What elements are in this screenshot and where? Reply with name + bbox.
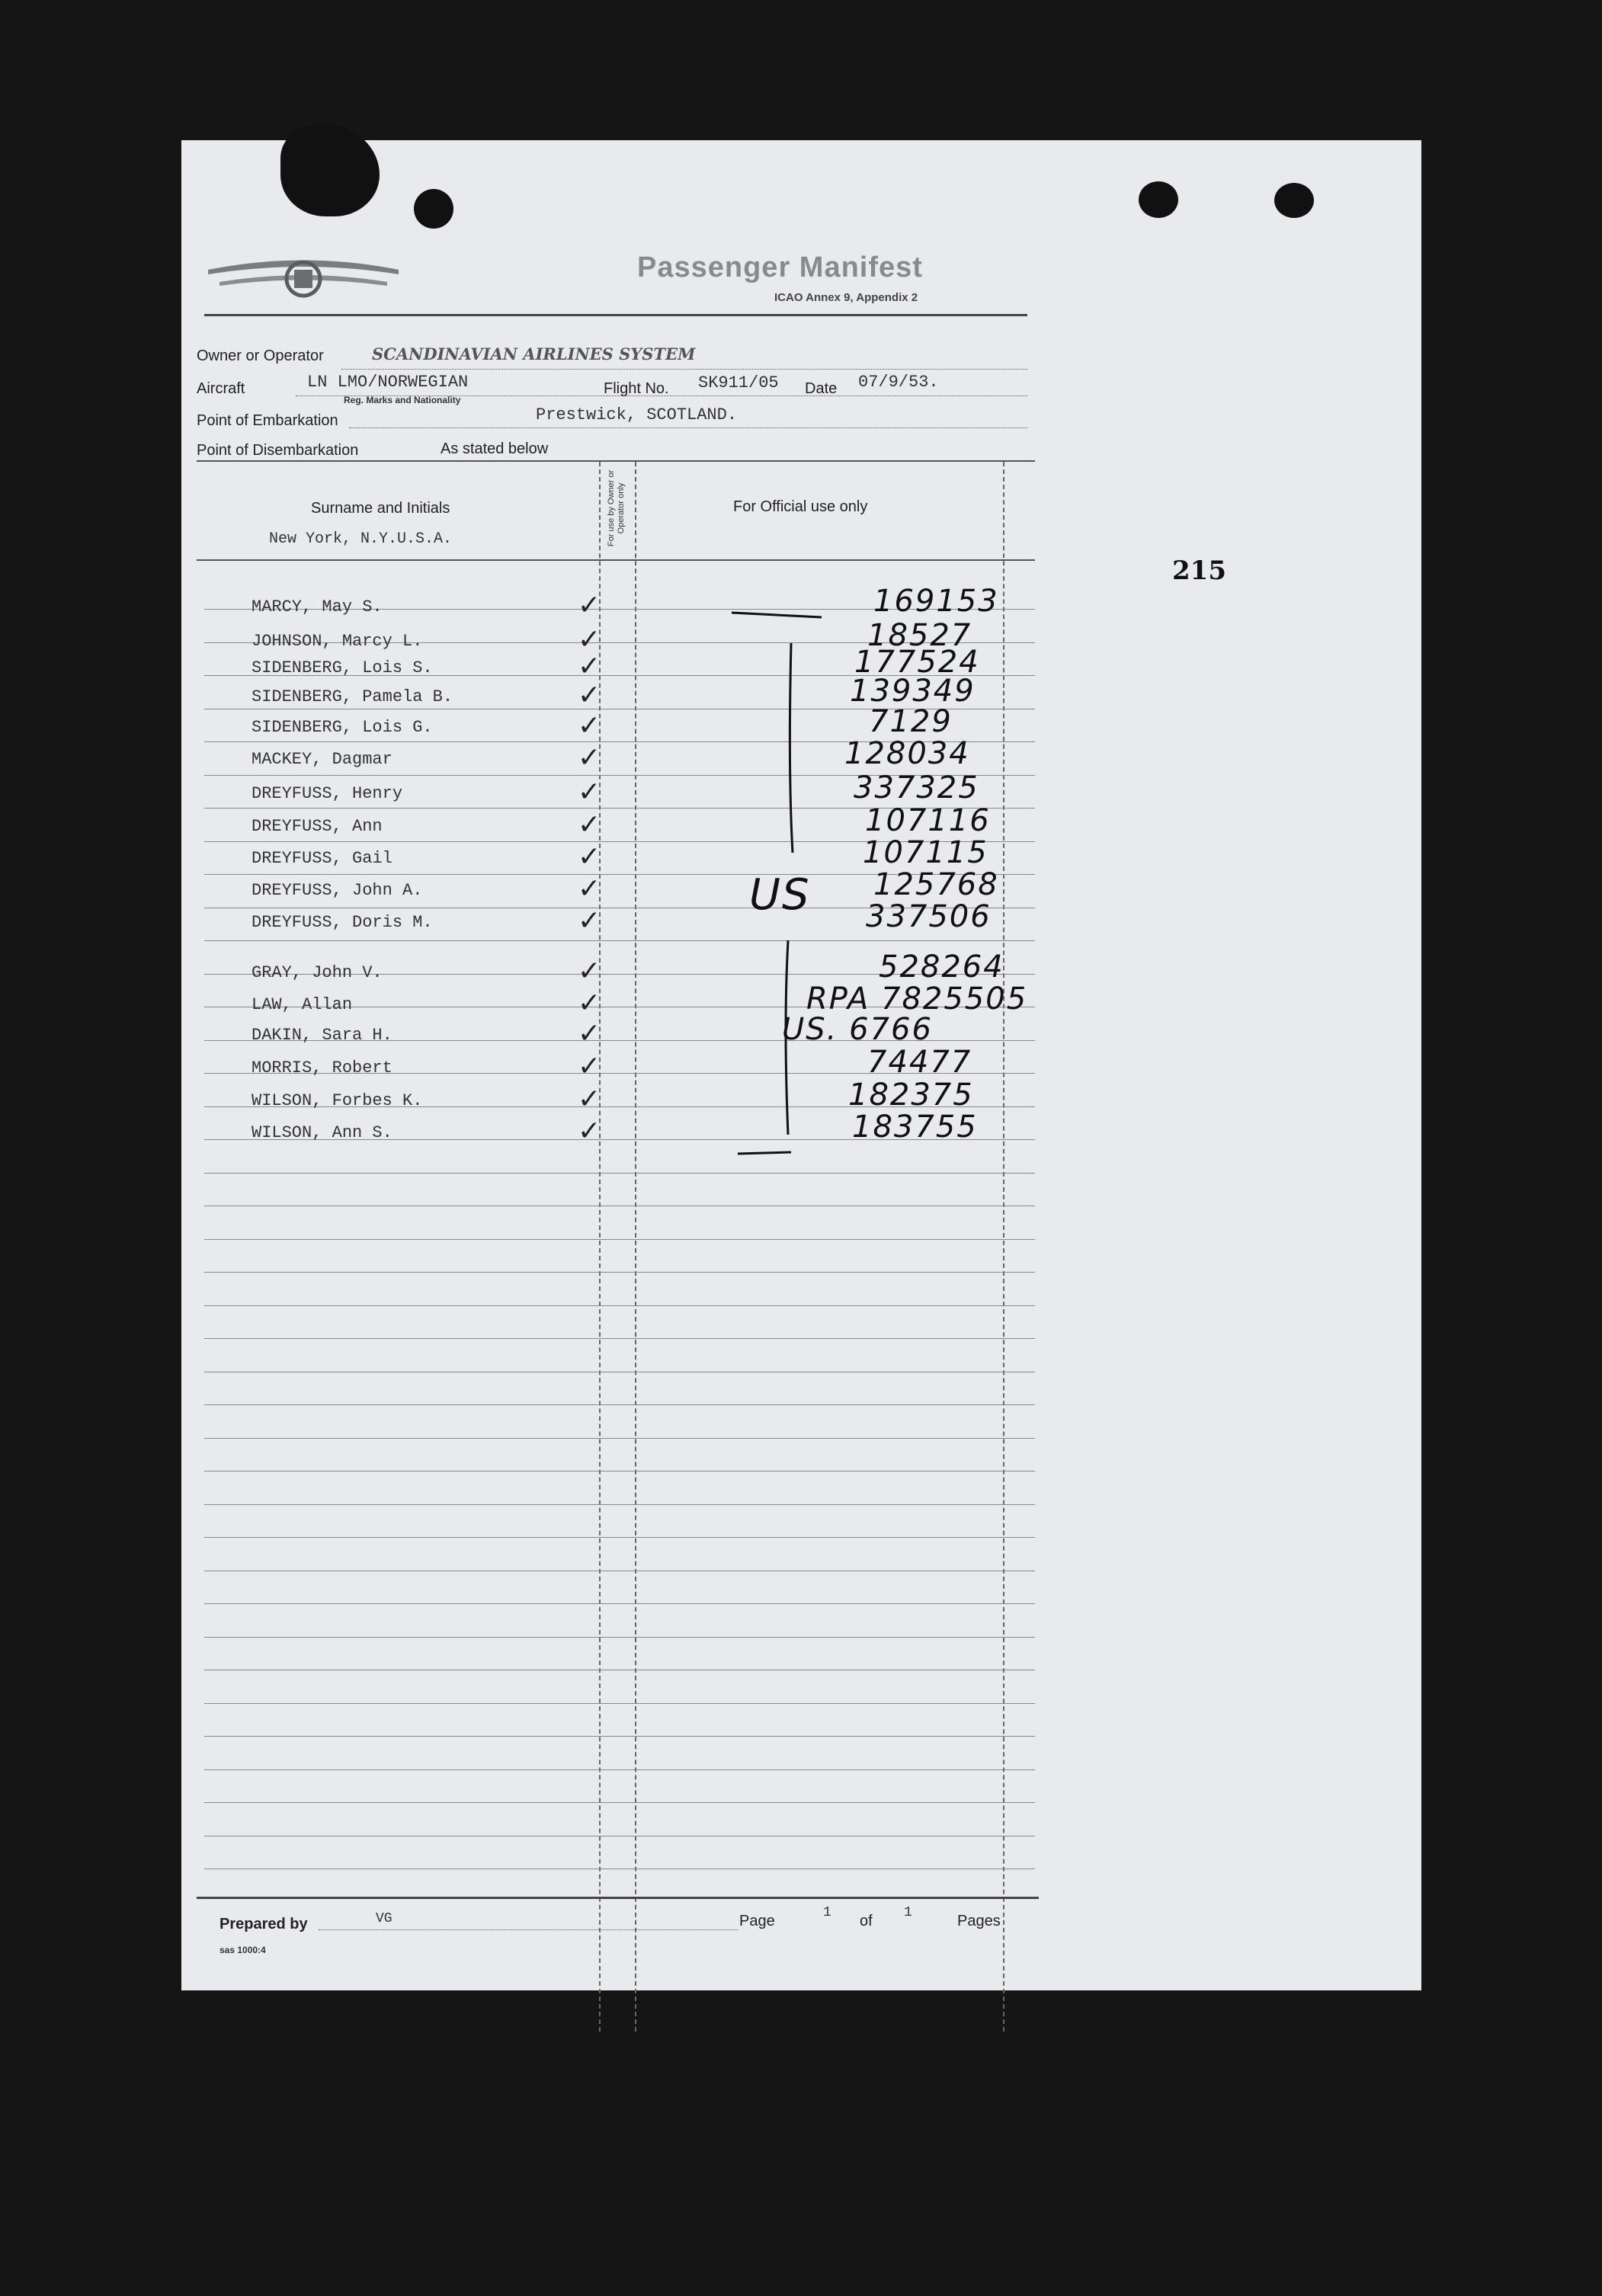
flight-value: SK911/05 xyxy=(698,373,779,392)
row-rule xyxy=(204,1438,1035,1439)
page-stamp-number: 215 xyxy=(1172,556,1226,586)
disembarkation-label: Point of Disembarkation xyxy=(197,442,359,459)
flight-label: Flight No. xyxy=(604,380,669,397)
passport-number: 125768 xyxy=(873,867,999,902)
check-mark-icon: ✓ xyxy=(578,680,601,711)
passenger-name: WILSON, Ann S. xyxy=(252,1123,392,1142)
passenger-name: SIDENBERG, Pamela B. xyxy=(252,687,453,706)
row-rule xyxy=(204,1272,1035,1273)
title-rule xyxy=(204,314,1027,316)
embarkation-label: Point of Embarkation xyxy=(197,412,338,429)
column-divider-2 xyxy=(635,462,636,2032)
passenger-name: LAW, Allan xyxy=(252,995,353,1014)
row-rule xyxy=(204,1305,1035,1306)
passenger-name: DAKIN, Sara H. xyxy=(252,1026,392,1045)
passport-number: 107115 xyxy=(863,835,988,870)
owner-rule xyxy=(341,369,1027,370)
row-rule xyxy=(204,1703,1035,1704)
passport-number: 74477 xyxy=(867,1045,972,1080)
passport-number: 337506 xyxy=(866,899,992,934)
punch-hole-left xyxy=(414,189,453,229)
aircraft-label: Aircraft xyxy=(197,380,245,397)
row-rule xyxy=(204,1173,1035,1174)
aircraft-value: LN LMO/NORWEGIAN xyxy=(307,373,469,392)
date-label: Date xyxy=(805,380,838,397)
owner-label: Owner or Operator xyxy=(197,347,324,364)
of-label: of xyxy=(860,1913,873,1929)
passport-number: 107116 xyxy=(865,803,991,838)
passport-number: 128034 xyxy=(844,736,970,771)
column-header-rule xyxy=(197,559,1035,561)
passenger-name: DREYFUSS, Ann xyxy=(252,817,383,836)
row-rule xyxy=(204,1736,1035,1737)
passenger-name: WILSON, Forbes K. xyxy=(252,1091,423,1110)
prepared-label: Prepared by xyxy=(219,1916,308,1933)
passenger-name: DREYFUSS, John A. xyxy=(252,881,423,900)
prepared-value: VG xyxy=(376,1911,392,1926)
passport-number: 169153 xyxy=(873,584,999,619)
punch-hole-right-2 xyxy=(1274,183,1314,218)
passport-number: 528264 xyxy=(879,949,1004,985)
check-mark-icon: ✓ xyxy=(578,841,601,873)
passenger-name: JOHNSON, Marcy L. xyxy=(252,632,423,651)
check-mark-icon: ✓ xyxy=(578,873,601,905)
handwritten-us: US xyxy=(749,870,811,920)
row-rule xyxy=(204,1404,1035,1405)
row-rule xyxy=(204,1537,1035,1538)
owner-value: SCANDINAVIAN AIRLINES SYSTEM xyxy=(372,344,696,363)
check-mark-icon: ✓ xyxy=(578,1051,601,1082)
official-column-header: For Official use only xyxy=(733,498,868,515)
check-mark-icon: ✓ xyxy=(578,956,601,987)
footer-rule xyxy=(197,1897,1039,1899)
row-rule xyxy=(204,1504,1035,1505)
check-mark-icon: ✓ xyxy=(578,742,601,773)
owner-use-column-header: For use by Owner or Operator only xyxy=(607,469,626,547)
form-code: sas 1000:4 xyxy=(219,1945,266,1955)
row-rule xyxy=(204,1338,1035,1339)
airline-logo xyxy=(204,247,402,308)
prepared-rule xyxy=(319,1929,738,1930)
passenger-name: DREYFUSS, Doris M. xyxy=(252,913,433,932)
check-mark-icon: ✓ xyxy=(578,1084,601,1115)
row-rule xyxy=(204,1239,1035,1240)
manifest-subtitle: ICAO Annex 9, Appendix 2 xyxy=(774,291,918,304)
passport-number: 337325 xyxy=(854,770,979,805)
page-label: Page xyxy=(739,1913,775,1929)
disembarkation-value: As stated below xyxy=(441,440,549,457)
check-mark-icon: ✓ xyxy=(578,905,601,937)
row-rule xyxy=(204,1769,1035,1770)
passenger-name: SIDENBERG, Lois G. xyxy=(252,718,433,737)
date-value: 07/9/53. xyxy=(858,373,939,392)
passenger-name: MACKEY, Dagmar xyxy=(252,750,392,769)
passenger-name: SIDENBERG, Lois S. xyxy=(252,658,433,677)
passport-number: 182375 xyxy=(848,1078,974,1113)
passport-number: 177524 xyxy=(854,645,980,680)
check-mark-icon: ✓ xyxy=(578,1116,601,1147)
manifest-title: Passenger Manifest xyxy=(637,251,923,283)
passenger-name: MORRIS, Robert xyxy=(252,1058,392,1078)
pages-label: Pages xyxy=(957,1913,1001,1929)
embarkation-rule xyxy=(349,427,1027,428)
embarkation-value: Prestwick, SCOTLAND. xyxy=(536,405,738,424)
check-mark-icon: ✓ xyxy=(578,710,601,741)
passenger-name: DREYFUSS, Gail xyxy=(252,849,392,868)
check-mark-icon: ✓ xyxy=(578,590,601,621)
passenger-name: DREYFUSS, Henry xyxy=(252,784,403,803)
aircraft-note: Reg. Marks and Nationality xyxy=(344,395,461,405)
punch-hole-right-1 xyxy=(1139,181,1178,218)
passport-number: 139349 xyxy=(850,674,976,709)
passport-number: US. 6766 xyxy=(782,1012,933,1047)
passport-number: 7129 xyxy=(869,704,953,739)
passport-number: 18527 xyxy=(867,618,972,653)
destination-header: New York, N.Y.U.S.A. xyxy=(269,530,453,548)
check-mark-icon: ✓ xyxy=(578,624,601,655)
aircraft-rule xyxy=(296,395,1027,396)
passport-number: RPA 7825505 xyxy=(806,981,1028,1017)
row-rule xyxy=(204,1802,1035,1803)
surname-column-header: Surname and Initials xyxy=(311,500,450,517)
passport-number: 183755 xyxy=(852,1110,978,1145)
check-mark-icon: ✓ xyxy=(578,651,601,682)
of-value: 1 xyxy=(904,1905,912,1920)
page-value: 1 xyxy=(823,1905,831,1920)
row-rule xyxy=(204,1603,1035,1604)
check-mark-icon: ✓ xyxy=(578,809,601,841)
column-divider-3 xyxy=(1003,462,1004,2032)
passenger-name: MARCY, May S. xyxy=(252,597,383,616)
check-mark-icon: ✓ xyxy=(578,988,601,1019)
row-rule xyxy=(204,1637,1035,1638)
check-mark-icon: ✓ xyxy=(578,777,601,808)
passenger-name: GRAY, John V. xyxy=(252,963,383,982)
row-rule xyxy=(204,940,1035,941)
torn-corner xyxy=(280,125,380,216)
check-mark-icon: ✓ xyxy=(578,1018,601,1049)
manifest-sheet xyxy=(181,140,1421,1990)
